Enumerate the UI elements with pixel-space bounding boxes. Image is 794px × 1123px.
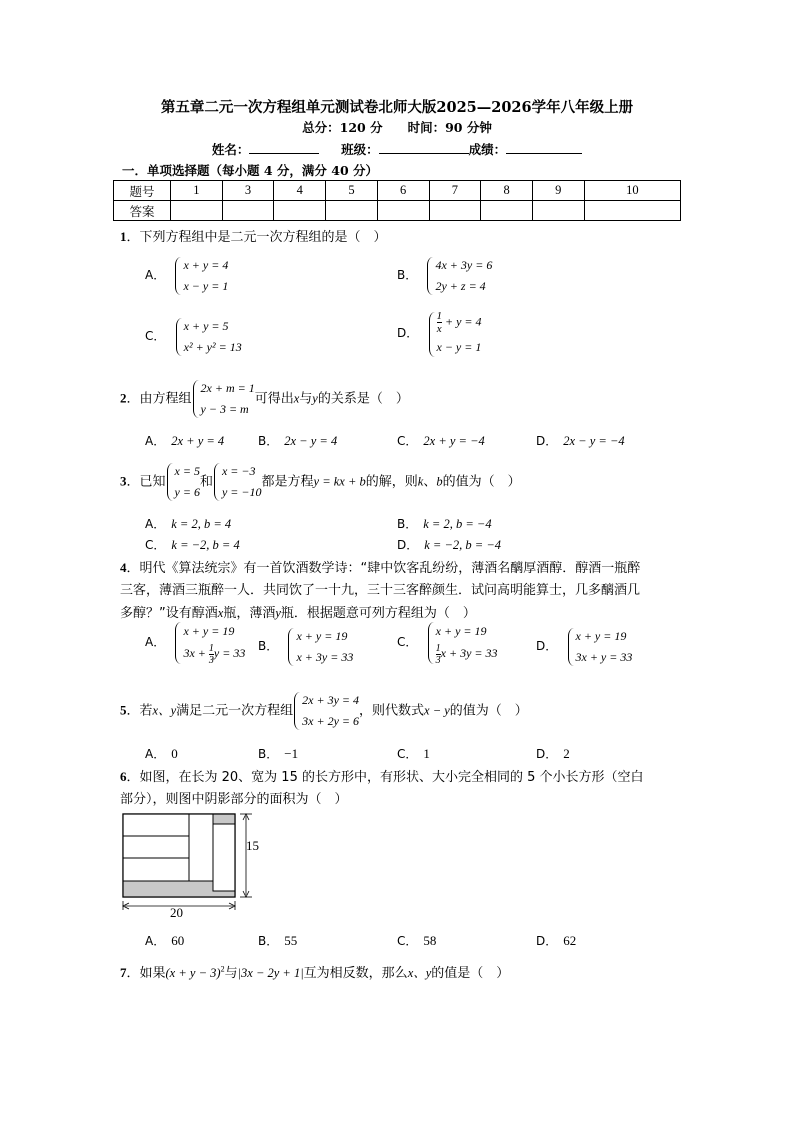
question-number: 7 bbox=[120, 965, 127, 980]
equation-system: x = 5 y = 6 bbox=[166, 461, 200, 503]
question-4-stem: 4．明代《算法统宗》有一首饮酒数学诗：“肆中饮客乱纷纷，薄酒名醨厚酒醇．醇酒一瓶醉 三客，薄酒三瓶醉一人．共同饮了一十九，三十三客醉颜生．试问高明能算士，几多醨酒几 多醇？”设有醇酒x瓶，薄酒y瓶．根据题意可列方程组为（ ） bbox=[120, 560, 641, 621]
equation-system: 2x + 3y = 4 3x + 2y = 6 bbox=[293, 690, 359, 732]
answer-cell[interactable] bbox=[171, 201, 223, 221]
q3-option-c[interactable]: C． k = −2, b = 4 bbox=[145, 538, 240, 552]
equation-system: x + y = 19 x + 3y = 33 bbox=[287, 626, 353, 668]
small-rect bbox=[213, 824, 235, 891]
table-cell: 1 bbox=[171, 181, 223, 201]
answer-cell[interactable] bbox=[222, 201, 274, 221]
q3-option-d[interactable]: D． k = −2, b = −4 bbox=[397, 538, 502, 552]
question-3-stem: 3．已知x = 5 y = 6和x = −3 y = −10都是方程y = kx + b的解，则k、b的值为（ ） bbox=[120, 461, 521, 503]
name-label: 姓名： bbox=[211, 142, 250, 157]
question-text: ．下列方程组中是二元一次方程组的是（ ） bbox=[126, 230, 387, 245]
q6-option-b[interactable]: B． 55 bbox=[258, 933, 298, 948]
figure-width-label: 20 bbox=[170, 905, 183, 920]
answer-cell[interactable] bbox=[481, 201, 533, 221]
q3-option-a[interactable]: A． k = 2, b = 4 bbox=[145, 517, 232, 531]
equation-system: $\frac{1}{x}$ + y = 4 x − y = 1 bbox=[428, 310, 482, 359]
q2-option-b[interactable]: B． 2x − y = 4 bbox=[258, 434, 338, 448]
equation-system: x = −3 y = −10 bbox=[213, 461, 262, 503]
q3-option-b[interactable]: B． k = 2, b = −4 bbox=[397, 517, 492, 531]
small-rect bbox=[123, 836, 189, 858]
equation-system: x + y = 19 3x + $\frac{1}{3}$ y = 33 bbox=[174, 620, 245, 666]
rectangle-figure bbox=[118, 810, 278, 920]
small-rect bbox=[189, 814, 213, 881]
table-cell: 8 bbox=[481, 181, 533, 201]
exam-meta: 总分：120 分 时间：90 分钟 bbox=[302, 120, 492, 135]
q1-option-d[interactable]: D． $\frac{1}{x}$ + y = 4 x − y = 1 bbox=[397, 310, 482, 359]
answer-cell[interactable] bbox=[326, 201, 378, 221]
answer-cell[interactable] bbox=[532, 201, 584, 221]
answer-cell[interactable] bbox=[429, 201, 481, 221]
q6-option-a[interactable]: A． 60 bbox=[145, 933, 185, 948]
q4-option-c[interactable]: C． x + y = 19 $\frac{1}{3}$ x + 3y = 33 bbox=[397, 620, 498, 666]
question-number: 1 bbox=[120, 229, 127, 244]
class-label: 班级： bbox=[341, 142, 379, 157]
question-number: 4 bbox=[120, 560, 127, 575]
question-number: 3 bbox=[120, 473, 127, 489]
q2-option-c[interactable]: C． 2x + y = −4 bbox=[397, 434, 485, 448]
q4-option-a[interactable]: A． x + y = 19 3x + $\frac{1}{3}$ y = 33 bbox=[145, 620, 245, 666]
answer-cell[interactable] bbox=[377, 201, 429, 221]
question-6-stem: 6．如图，在长为 20、宽为 15 的长方形中，有形状、大小完全相同的 5 个小长方形（空白 部分），则图中阴影部分的面积为（ ） bbox=[120, 769, 644, 807]
question-number: 6 bbox=[120, 769, 127, 784]
page-title: 第五章二元一次方程组单元测试卷北师大版2025—2026学年八年级上册 bbox=[160, 99, 634, 116]
section-heading: 一．单项选择题（每小题 4 分，满分 40 分） bbox=[122, 163, 379, 178]
question-number: 2 bbox=[120, 390, 127, 406]
q4-option-b[interactable]: B． x + y = 19 x + 3y = 33 bbox=[258, 626, 353, 668]
q6-option-c[interactable]: C． 58 bbox=[397, 933, 437, 948]
small-rect bbox=[123, 814, 189, 836]
name-blank[interactable] bbox=[249, 141, 319, 154]
score-blank[interactable] bbox=[506, 141, 582, 154]
equation-system: x + y = 5 x² + y² = 13 bbox=[175, 316, 242, 358]
table-cell: 7 bbox=[429, 181, 481, 201]
table-cell: 3 bbox=[222, 181, 274, 201]
q4-option-d[interactable]: D． x + y = 19 3x + y = 33 bbox=[536, 626, 632, 668]
table-cell: 5 bbox=[326, 181, 378, 201]
answer-cell[interactable] bbox=[274, 201, 326, 221]
question-5-stem: 5．若x、y满足二元一次方程组2x + 3y = 4 3x + 2y = 6，则代数式x − y的值为（ ） bbox=[120, 690, 528, 732]
q1-option-b[interactable]: B． 4x + 3y = 6 2y + z = 4 bbox=[397, 255, 492, 297]
shaded-top-right bbox=[213, 814, 235, 824]
table-row bbox=[114, 201, 681, 221]
equation-system: x + y = 19 3x + y = 33 bbox=[567, 626, 633, 668]
q2-option-d[interactable]: D． 2x − y = −4 bbox=[536, 434, 625, 448]
table-answer-label: 答案 bbox=[114, 201, 171, 221]
question-1-stem bbox=[120, 226, 387, 245]
table-row bbox=[114, 181, 681, 201]
q5-option-a[interactable]: A． 0 bbox=[145, 746, 178, 761]
table-cell: 4 bbox=[274, 181, 326, 201]
q6-option-d[interactable]: D． 62 bbox=[536, 933, 577, 948]
figure-height-label: 15 bbox=[246, 838, 259, 853]
table-cell: 10 bbox=[584, 181, 680, 201]
question-7-stem: 7．如果$(x + y - 3)^2$与|3x − 2y + 1|互为相反数，那么x、y的值是（ ） bbox=[120, 964, 510, 981]
question-number: 5 bbox=[120, 702, 127, 718]
equation-system: 4x + 3y = 6 2y + z = 4 bbox=[426, 255, 492, 297]
answer-cell[interactable] bbox=[584, 201, 680, 221]
equation-system: x + y = 19 $\frac{1}{3}$ x + 3y = 33 bbox=[427, 620, 498, 666]
q5-option-c[interactable]: C． 1 bbox=[397, 746, 430, 761]
table-cell: 6 bbox=[377, 181, 429, 201]
q5-option-b[interactable]: B． −1 bbox=[258, 746, 299, 761]
table-cell: 9 bbox=[532, 181, 584, 201]
score-label: 成绩： bbox=[468, 142, 507, 157]
q2-option-a[interactable]: A． 2x + y = 4 bbox=[145, 434, 225, 448]
small-rect bbox=[123, 858, 189, 881]
question-2-stem: 2．由方程组2x + m = 1 y − 3 = m可得出x与y的关系是（ ） bbox=[120, 378, 409, 420]
q5-option-d[interactable]: D． 2 bbox=[536, 746, 570, 761]
student-info bbox=[0, 140, 794, 158]
q1-option-a[interactable]: A． x + y = 4 x − y = 1 bbox=[145, 255, 228, 297]
table-header-label: 题号 bbox=[114, 181, 171, 201]
answer-table bbox=[113, 180, 681, 221]
class-blank[interactable] bbox=[379, 141, 469, 154]
equation-system: x + y = 4 x − y = 1 bbox=[174, 255, 228, 297]
equation-system: 2x + m = 1 y − 3 = m bbox=[192, 378, 255, 420]
q1-option-c[interactable]: C． x + y = 5 x² + y² = 13 bbox=[145, 316, 242, 358]
